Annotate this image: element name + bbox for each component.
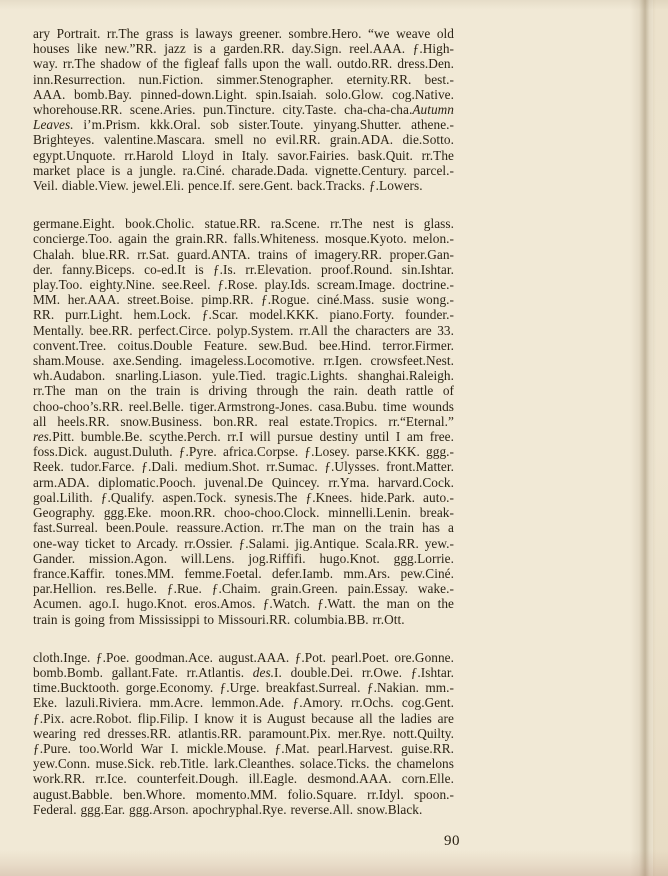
text-line: Veil. diable.View. jewel.Eli. pence.If. sere.Gent. back.Tracks. ƒ.Lowers. [33,178,423,194]
text-line: Brighteyes. valentine.Mascara. smell no evil.RR. grain.ADA. die.Sotto. [33,132,454,148]
text-line: one-way ticket to Arcady. rr.Ossier. ƒ.Salami. jig.Antique. Scala.RR. yew.- [33,535,454,551]
text-line: Federal. ggg.Ear. ggg.Arson. apochryphal.Rye. reverse.All. snow.Black. [33,801,423,817]
text-line: sham.Mouse. axe.Sending. imageless.Locomotive. rr.Igen. crowsfeet.Nest. [33,353,454,369]
text-line: Gander. mission.Agon. will.Lens. jog.Riffifi. hugo.Knot. ggg.Lorrie. [33,550,454,566]
paragraph [33,650,454,817]
text-line: ƒ.Pure. too.World War I. mickle.Mouse. ƒ.Mat. pearl.Harvest. guise.RR. [33,740,454,756]
text-line: Acumen. ago.I. hugo.Knot. eros.Amos. ƒ.Watch. ƒ.Watt. the man on the [33,596,454,612]
text-line: market place is a jungle. ra.Ciné. charade.Dada. vignette.Century. parcel.- [33,162,454,178]
text-line: Geography. ggg.Eke. moon.RR. choo-choo.Clock. minnelli.Lenin. break- [33,505,454,521]
top-edge-shadow [0,0,668,10]
text-line: Leaves. i’m.Prism. kkk.Oral. sob sister.Toute. yinyang.Shutter. athene.- [33,117,454,133]
text-line: cloth.Inge. ƒ.Poe. goodman.Ace. august.AAA. ƒ.Pot. pearl.Poet. ore.Gonne. [33,649,454,665]
text-line: way. rr.The shadow of the figleaf falls upon the wall. outdo.RR. dress.Den. [33,56,454,72]
text-line: play.Too. eighty.Nine. see.Reel. ƒ.Rose. play.Ids. scream.Image. doctrine.- [33,277,454,293]
text-line: foss.Dick. august.Duluth. ƒ.Pyre. africa.Corpse. ƒ.Losey. parse.KKK. ggg.- [33,444,454,460]
text-line: wearing red dresses.RR. atlantis.RR. paramount.Pix. mer.Rye. nott.Quilty. [33,725,454,741]
text-line: choo-choo’s.RR. reel.Belle. tiger.Armstrong-Jones. casa.Bubu. time wounds [33,398,454,414]
text-line: yew.Conn. muse.Sick. reb.Title. lark.Cleanthes. solace.Ticks. the chamelons [33,756,454,772]
text-line: Chalah. blue.RR. rr.Sat. guard.ANTA. trains of imagery.RR. proper.Gan- [33,246,454,262]
text-line: Eke. lazuli.Riviera. mm.Acre. lemmon.Ade. ƒ.Amory. rr.Ochs. cog.Gent. [33,695,454,711]
text-line: AAA. bomb.Bay. pinned-down.Light. spin.Isaiah. solo.Glow. cog.Native. [33,86,454,102]
paragraph [33,26,454,193]
text-line: Reek. tudor.Farce. ƒ.Dali. medium.Shot. rr.Sumac. ƒ.Ulysses. front.Matter. [33,459,454,475]
text-line: august.Babble. ben.Whore. momento.MM. folio.Square. rr.Idyl. spoon.- [33,786,454,802]
text-line: wh.Audabon. snarling.Liason. yule.Tied. tragic.Lights. shanghai.Raleigh. [33,368,454,384]
text-line: germane.Eight. book.Cholic. statue.RR. ra.Scene. rr.The nest is glass. [33,216,454,232]
text-line: concierge.Too. again the grain.RR. falls.Whiteness. mosque.Kyoto. melon.- [33,231,454,247]
text-line: convent.Tree. coitus.Double Feature. sew.Bud. bee.Hind. terror.Firmer. [33,337,454,353]
text-line: inn.Resurrection. nun.Fiction. simmer.Stenographer. eternity.RR. best.- [33,71,454,87]
text-line: rr.The man on the train is driving through the rain. death rattle of [33,383,454,399]
text-line: whorehouse.RR. scene.Aries. pun.Tincture. city.Taste. cha-cha-cha.Autumn [33,102,454,118]
text-line: time.Bucktooth. gorge.Economy. ƒ.Urge. breakfast.Surreal. ƒ.Nakian. mm.- [33,680,454,696]
text-line: ary Portrait. rr.The grass is laways greener. sombre.Hero. “we weave old [33,26,454,41]
text-line: ƒ.Pix. acre.Robot. flip.Filip. I know it is August because all the ladies are [33,710,454,726]
text-line: egypt.Unquote. rr.Harold Lloyd in Italy. savor.Fairies. bask.Quit. rr.The [33,147,454,163]
text-line: fast.Surreal. been.Poule. reassure.Action. rr.The man on the train has a [33,520,454,536]
text-line: RR. purr.Light. hem.Lock. ƒ.Scar. model.KKK. piano.Forty. founder.- [33,307,454,323]
text-line: bomb.Bomb. gallant.Fate. rr.Atlantis. des.I. double.Dei. rr.Owe. ƒ.Ishtar. [33,664,454,680]
text-line: train is going from Mississippi to Missouri.RR. columbia.BB. rr.Ott. [33,611,405,627]
text-line: work.RR. rr.Ice. counterfeit.Dough. ill.Eagle. desmond.AAA. corn.Elle. [33,771,454,787]
text-line: all heels.RR. snow.Business. bon.RR. real estate.Tropics. rr.“Eternal.” [33,413,454,429]
text-line: houses like new.”RR. jazz is a garden.RR. day.Sign. reel.AAA. ƒ.High- [33,41,454,57]
bottom-edge-shadow [0,850,668,876]
text-line: res.Pitt. bumble.Be. scythe.Perch. rr.I will pursue destiny until I am free. [33,429,454,445]
text-line: MM. her.AAA. street.Boise. pimp.RR. ƒ.Rogue. ciné.Mass. susie wong.- [33,292,454,308]
text-line: par.Hellion. res.Belle. ƒ.Rue. ƒ.Chaim. grain.Green. pain.Essay. wake.- [33,581,454,597]
page-number: 90 [444,833,460,849]
text-line: Mentally. bee.RR. perfect.Circe. polyp.System. rr.All the characters are 33. [33,322,454,338]
text-line: france.Kaffir. tones.MM. femme.Foetal. defer.Iamb. mm.Ars. pew.Ciné. [33,565,454,581]
text-block [33,26,454,817]
text-line: arm.ADA. diplomatic.Pooch. juvenal.De Quincey. rr.Yma. harvard.Cock. [33,474,454,490]
text-line: der. fanny.Biceps. co-ed.It is ƒ.Is. rr.Elevation. proof.Round. sin.Ishtar. [33,261,454,277]
paragraph [33,216,454,626]
gutter-fold-shadow [630,0,656,876]
text-line: goal.Lilith. ƒ.Qualify. aspen.Tock. synesis.The ƒ.Knees. hide.Park. auto.- [33,489,454,505]
